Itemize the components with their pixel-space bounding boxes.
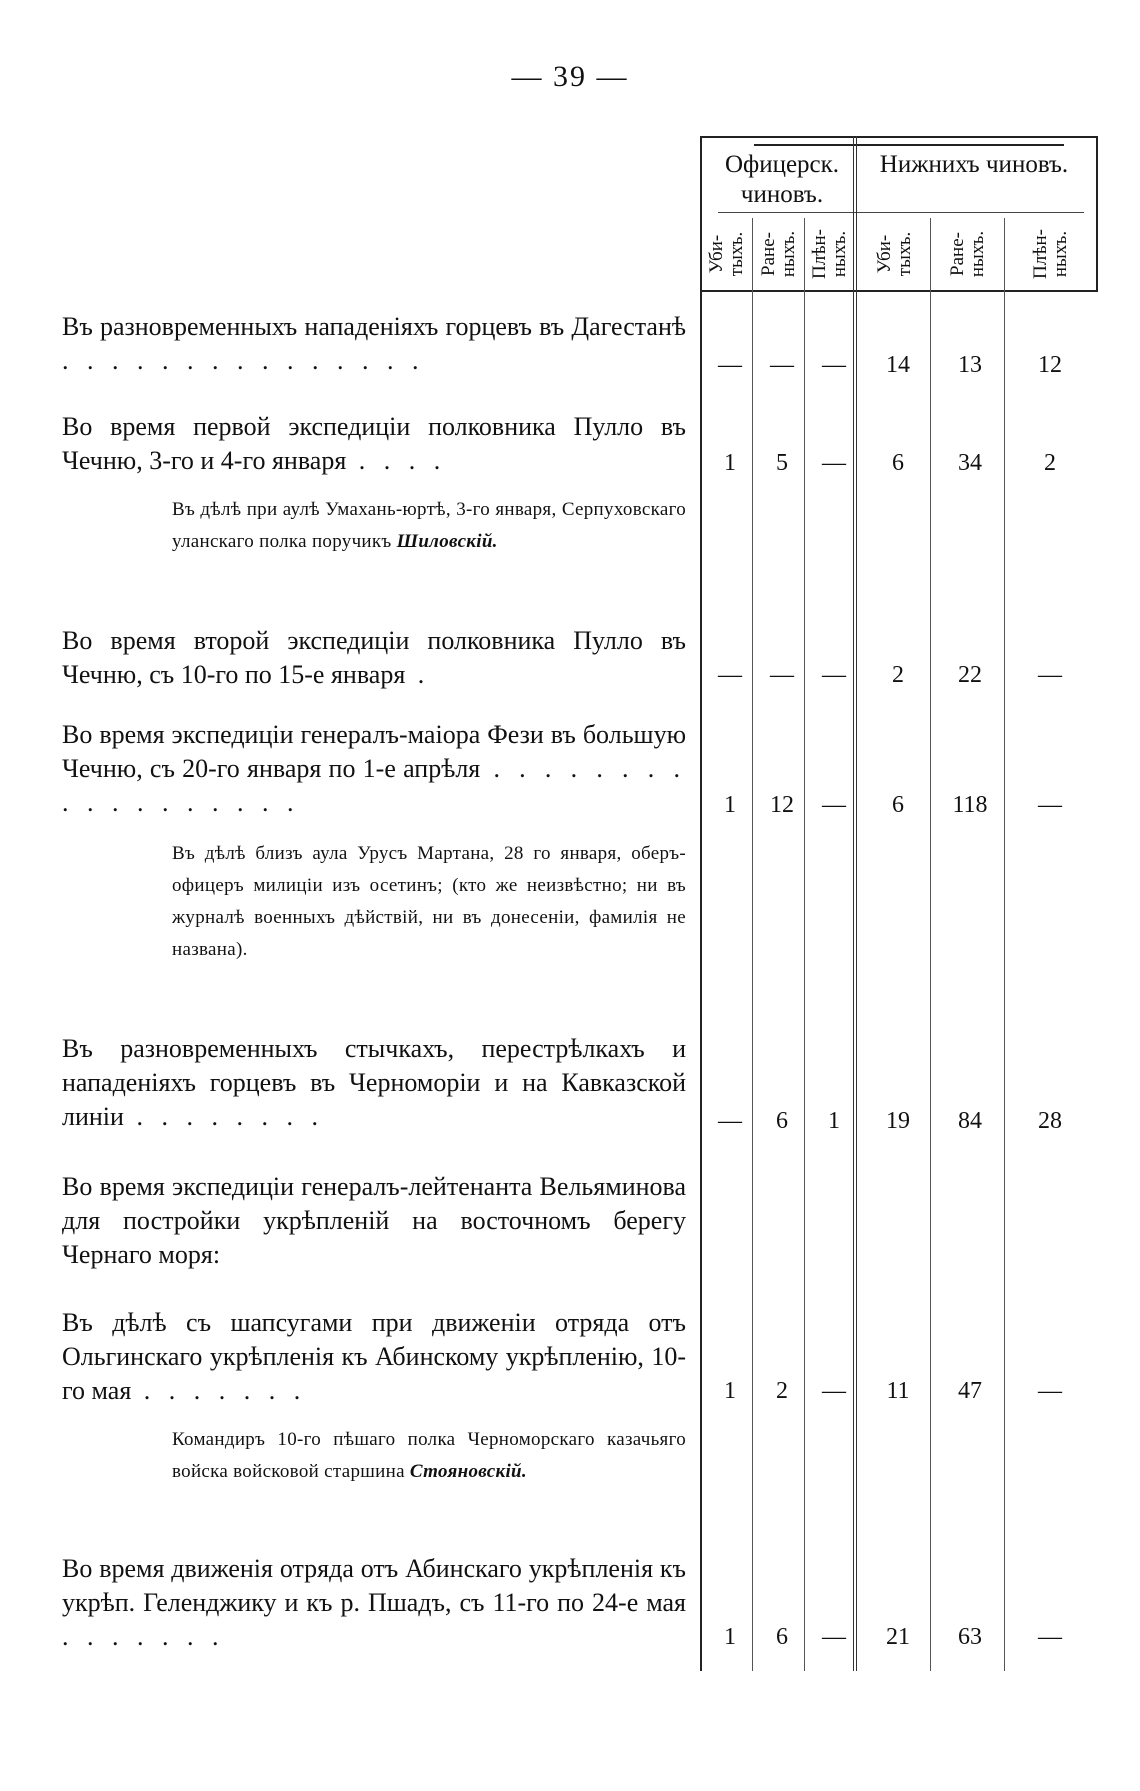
- cell-lower-captured: 28: [1038, 1108, 1062, 1134]
- cell-officers-captured: —: [822, 450, 846, 476]
- cell-lower-captured: —: [1038, 1378, 1062, 1404]
- cell-officers-captured: 1: [828, 1108, 840, 1134]
- cell-lower-killed: 19: [886, 1108, 910, 1134]
- lower-wounded-header: Ране- ныхъ.: [946, 230, 988, 278]
- cell-lower-wounded: 118: [952, 792, 988, 818]
- entry-abinsk-march: [62, 1552, 686, 1654]
- col-divider-2: [804, 218, 805, 1671]
- leader-dots: . . . . . . . . . . . . . . .: [62, 346, 425, 375]
- note-text: Въ дѣлѣ близъ аула Урусъ Мартана, 28 го января, оберъ-офицеръ милиціи изъ осетинъ; (кто же неизвѣстно; ни въ журналѣ военныхъ дѣйствій, ни въ донесеніи, фамилія не названа).: [172, 843, 686, 960]
- entry-pullo-first-expedition: [62, 410, 686, 478]
- officers-group-header: Офицерск. чиновъ.: [724, 151, 840, 208]
- officers-captured-header: Плѣн- ныхъ.: [809, 228, 851, 280]
- entry-pullo-second-expedition: [62, 624, 686, 692]
- cell-officers-captured: —: [822, 662, 846, 688]
- cell-officers-killed: 1: [724, 792, 736, 818]
- cell-lower-wounded: 22: [958, 662, 982, 688]
- cell-lower-killed: 11: [886, 1378, 910, 1404]
- cell-officers-killed: —: [718, 352, 742, 378]
- cell-officers-killed: 1: [724, 1378, 736, 1404]
- entry-text: Въ разновременныхъ нападеніяхъ горцевъ въ Дагестанѣ: [62, 312, 686, 341]
- entry-velyaminov-expedition: [62, 1170, 686, 1272]
- cell-officers-captured: —: [822, 1378, 846, 1404]
- cell-officers-wounded: 12: [770, 792, 794, 818]
- cell-officers-wounded: 2: [776, 1378, 788, 1404]
- header-bottom-rule: [700, 290, 1098, 292]
- table-top-rule: [700, 136, 1098, 138]
- cell-lower-wounded: 34: [958, 450, 982, 476]
- note-stoyanovsky: [172, 1424, 686, 1488]
- cell-lower-wounded: 84: [958, 1108, 982, 1134]
- cell-officers-captured: —: [822, 1624, 846, 1650]
- cell-lower-wounded: 13: [958, 352, 982, 378]
- leader-dots: . . . . . . . . . . . . . . . . . .: [62, 754, 686, 817]
- cell-officers-captured: —: [822, 352, 846, 378]
- lower-captured-header: Плѣн- ныхъ.: [1029, 228, 1071, 280]
- lower-ranks-group-header: Нижнихъ чиновъ.: [879, 151, 1069, 178]
- group-header-rule: [718, 212, 1084, 213]
- note-text: Командиръ 10-го пѣшаго полка Черноморскаго казачьяго войска войсковой старшина: [172, 1429, 686, 1482]
- entry-text: Въ разновременныхъ стычкахъ, перестрѣлкахъ и нападеніяхъ горцевъ въ Черноморіи и на Кавказской линіи: [62, 1034, 686, 1131]
- entry-shapsug-battle: [62, 1306, 686, 1408]
- cell-officers-wounded: —: [770, 352, 794, 378]
- leader-dots: . . . .: [346, 446, 447, 475]
- col-divider-4: [930, 218, 931, 1671]
- note-urus-martan: [172, 838, 686, 966]
- leader-dots: . . . . . . .: [62, 1622, 225, 1651]
- cell-officers-killed: 1: [724, 1624, 736, 1650]
- officers-killed-header: Уби- тыхъ.: [705, 231, 747, 277]
- lower-killed-header: Уби- тыхъ.: [873, 231, 915, 277]
- cell-lower-killed: 21: [886, 1624, 910, 1650]
- cell-officers-killed: —: [718, 1108, 742, 1134]
- cell-lower-captured: —: [1038, 792, 1062, 818]
- cell-lower-wounded: 63: [958, 1624, 982, 1650]
- cell-lower-captured: —: [1038, 1624, 1062, 1650]
- officer-name: Шиловскій.: [396, 531, 498, 552]
- table-right-border: [1096, 136, 1098, 292]
- table-top-rule-inner: [754, 144, 1064, 146]
- page-number: — 39 —: [511, 60, 629, 93]
- col-divider-1: [752, 218, 753, 1671]
- cell-officers-captured: —: [822, 792, 846, 818]
- col-divider-5: [1004, 218, 1005, 1671]
- cell-lower-captured: 12: [1038, 352, 1062, 378]
- note-text: Въ дѣлѣ при аулѣ Умахань-юртѣ, 3-го января, Серпуховскаго уланскаго полка поручикъ: [172, 499, 686, 552]
- entry-text: Во время второй экспедиціи полковника Пулло въ Чечню, съ 10-го по 15-е января: [62, 626, 686, 689]
- entry-chernomoria-skirmishes: [62, 1032, 686, 1134]
- cell-lower-killed: 2: [892, 662, 904, 688]
- entry-text: Въ дѣлѣ съ шапсугами при движеніи отряда отъ Ольгинскаго укрѣпленія къ Абинскому укрѣпленію, 10-го мая: [62, 1308, 686, 1405]
- cell-officers-wounded: —: [770, 662, 794, 688]
- cell-officers-wounded: 5: [776, 450, 788, 476]
- cell-lower-wounded: 47: [958, 1378, 982, 1404]
- cell-lower-captured: —: [1038, 662, 1062, 688]
- cell-officers-wounded: 6: [776, 1108, 788, 1134]
- entry-text: Во время движенія отряда отъ Абинскаго укрѣпленія къ укрѣп. Геленджику и къ р. Пшадъ, съ 11-го по 24-е мая: [62, 1554, 686, 1617]
- entry-text: Во время экспедиціи генералъ-маіора Фези въ большую Чечню, съ 20-го января по 1-е апрѣля: [62, 720, 686, 783]
- cell-officers-killed: 1: [724, 450, 736, 476]
- cell-lower-killed: 6: [892, 450, 904, 476]
- cell-lower-captured: 2: [1044, 450, 1056, 476]
- officer-name: Стояновскій.: [409, 1461, 527, 1482]
- entry-text: Во время первой экспедиціи полковника Пулло въ Чечню, 3-го и 4-го января: [62, 412, 686, 475]
- leader-dots: .: [405, 660, 431, 689]
- note-shilovsky: [172, 494, 686, 558]
- cell-officers-wounded: 6: [776, 1624, 788, 1650]
- cell-lower-killed: 6: [892, 792, 904, 818]
- leader-dots: . . . . . . . .: [123, 1102, 324, 1131]
- leader-dots: . . . . . . .: [131, 1376, 307, 1405]
- entry-dagestan-raids: [62, 310, 686, 378]
- entry-fezi-expedition: [62, 718, 686, 820]
- officers-wounded-header: Ране- ныхъ.: [757, 230, 799, 278]
- cell-lower-killed: 14: [886, 352, 910, 378]
- entry-text: Во время экспедиціи генералъ-лейтенанта Вельяминова для постройки укрѣпленій на восточномъ берегу Чернаго моря:: [62, 1172, 686, 1269]
- cell-officers-killed: —: [718, 662, 742, 688]
